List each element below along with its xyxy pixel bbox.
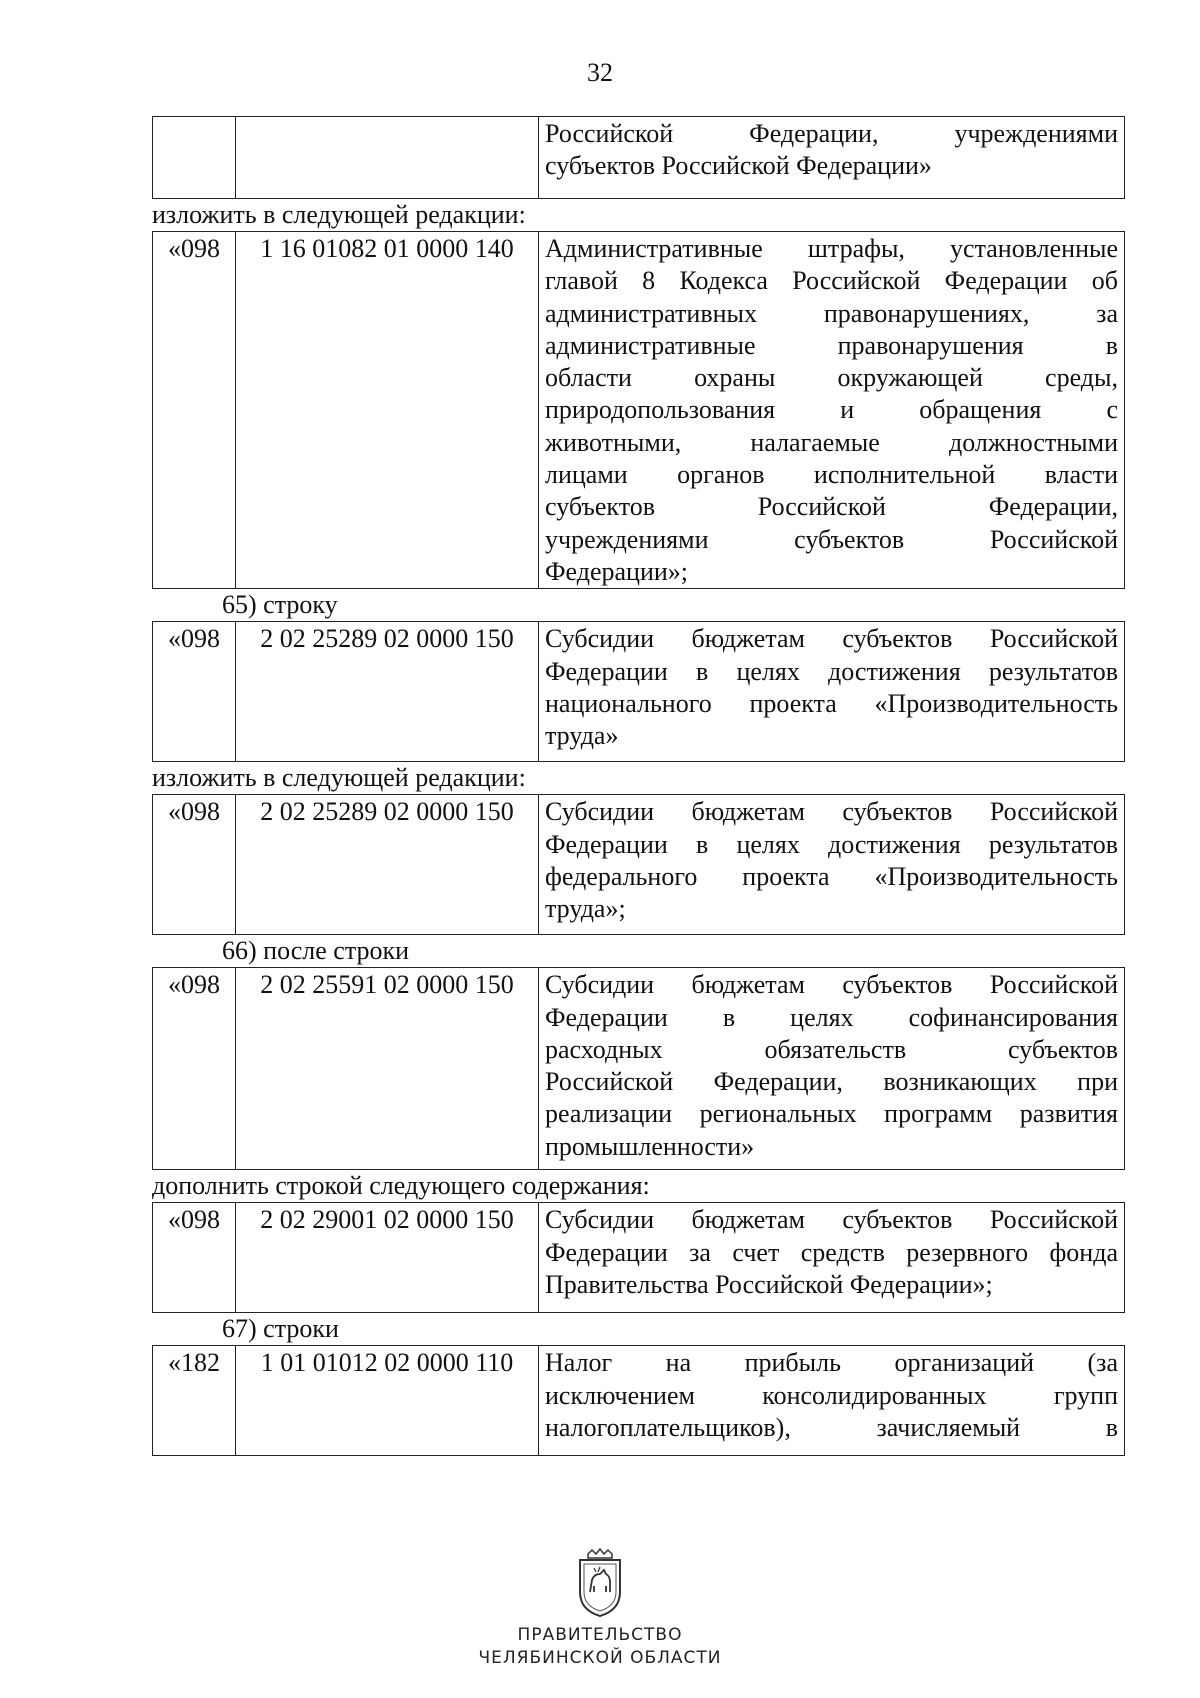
description-cell: [539, 622, 1125, 762]
description-line: Федерации в целях достижения результатов: [545, 829, 1118, 859]
kbk-code-cell: 2 02 25289 02 0000 150: [236, 622, 539, 762]
budget-code-table: [152, 967, 1125, 1170]
table-row: [153, 622, 1125, 762]
budget-code-table: [152, 794, 1125, 935]
description-line: Федерации за счет средств резервного фонда: [545, 1237, 1118, 1267]
budget-code-table: [152, 1345, 1125, 1456]
section-caption: изложить в следующей редакции:: [152, 200, 526, 229]
description-line: Федерации в целях достижения результатов: [545, 656, 1118, 686]
description-cell: [539, 117, 1125, 199]
emblem-container: [0, 1548, 1200, 1623]
section-caption: 65) строку: [222, 590, 338, 620]
description-line: труда»;: [545, 894, 626, 924]
description-line: федерального проекта «Производительность: [545, 861, 1118, 891]
description-cell: [539, 1346, 1125, 1456]
budget-code-table: [152, 116, 1125, 199]
table-row: [153, 1203, 1125, 1313]
description-line: Налог на прибыль организаций (за: [545, 1348, 1118, 1378]
description-line: Федерации в целях софинансирования: [545, 1002, 1118, 1032]
table-row: [153, 117, 1125, 199]
table-row: [153, 968, 1125, 1170]
description-line: субъектов Российской Федерации»: [545, 151, 932, 181]
section-caption: изложить в следующей редакции:: [152, 763, 526, 793]
kbk-code-cell: 1 01 01012 02 0000 110: [236, 1346, 539, 1456]
kbk-code-cell: 2 02 29001 02 0000 150: [236, 1203, 539, 1313]
description-line: национального проекта «Производительность: [545, 688, 1118, 718]
kbk-code-cell: 2 02 25591 02 0000 150: [236, 968, 539, 1170]
admin-code-cell: «098: [153, 1203, 236, 1313]
description-line: области охраны окружающей среды,: [545, 363, 1118, 393]
kbk-code-cell: 2 02 25289 02 0000 150: [236, 795, 539, 935]
description-line: животными, налагаемые должностными: [545, 427, 1118, 457]
admin-code-cell: «098: [153, 622, 236, 762]
description-line: природопользования и обращения с: [545, 395, 1118, 425]
budget-code-table: [152, 231, 1125, 589]
table-row: [153, 1346, 1125, 1456]
admin-code-cell: «182: [153, 1346, 236, 1456]
admin-code-cell: «098: [153, 968, 236, 1170]
admin-code-cell: «098: [153, 232, 236, 589]
table-row: [153, 795, 1125, 935]
admin-code-cell: «098: [153, 795, 236, 935]
description-cell: [539, 968, 1125, 1170]
description-cell: [539, 1203, 1125, 1313]
org-name-line1: ПРАВИТЕЛЬСТВО: [517, 1625, 683, 1645]
description-line: Субсидии бюджетам субъектов Российской: [545, 624, 1118, 654]
description-line: Субсидии бюджетам субъектов Российской: [545, 1205, 1118, 1235]
description-line: главой 8 Кодекса Российской Федерации об: [545, 266, 1118, 296]
section-caption: 66) после строки: [222, 936, 410, 966]
description-line: Российской Федерации, возникающих при: [545, 1067, 1118, 1097]
description-line: Субсидии бюджетам субъектов Российской: [545, 797, 1118, 827]
description-cell: [539, 795, 1125, 935]
description-line: административных правонарушениях, за: [545, 298, 1118, 328]
description-line: субъектов Российской Федерации,: [545, 492, 1118, 522]
org-name-line2: ЧЕЛЯБИНСКОЙ ОБЛАСТИ: [478, 1648, 722, 1668]
description-line: Субсидии бюджетам субъектов Российской: [545, 970, 1118, 1000]
description-line: лицами органов исполнительной власти: [545, 460, 1118, 490]
coat-of-arms-icon: [570, 1548, 630, 1618]
table-row: [153, 232, 1125, 589]
document-body: [152, 116, 1125, 1456]
description-line: административные правонарушения в: [545, 330, 1118, 360]
description-line: промышленности»: [545, 1131, 755, 1161]
description-line: Федерации»;: [545, 556, 689, 586]
description-line: реализации региональных программ развития: [545, 1099, 1118, 1129]
admin-code-cell: [153, 117, 236, 199]
description-line: налогоплательщиков), зачисляемый в: [545, 1412, 1118, 1442]
kbk-code-cell: 1 16 01082 01 0000 140: [236, 232, 539, 589]
kbk-code-cell: [236, 117, 539, 199]
budget-code-table: [152, 1202, 1125, 1313]
section-caption: 67) строки: [222, 1314, 339, 1344]
budget-code-table: [152, 621, 1125, 762]
description-line: Административные штрафы, установленные: [545, 234, 1118, 263]
description-line: расходных обязательств субъектов: [545, 1034, 1118, 1064]
section-caption: дополнить строкой следующего содержания:: [152, 1171, 650, 1201]
description-line: Правительства Российской Федерации»;: [545, 1269, 993, 1299]
description-line: исключением консолидированных групп: [545, 1380, 1118, 1410]
description-line: Российской Федерации, учреждениями: [545, 119, 1118, 148]
description-cell: [539, 232, 1125, 589]
page-number: 32: [587, 58, 613, 87]
description-line: труда»: [545, 721, 619, 751]
description-line: учреждениями субъектов Российской: [545, 524, 1118, 554]
